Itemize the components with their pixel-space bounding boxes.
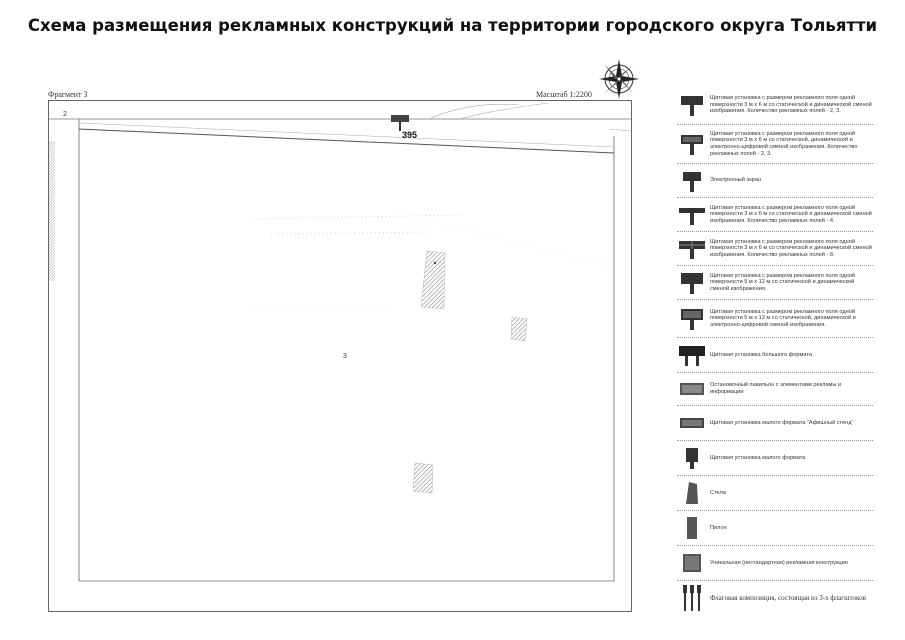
legend-text: Пилон [710,524,727,531]
stele-icon [685,481,699,505]
billboard-icon [680,94,704,116]
legend-text: Щитовая установка малого формата "Афишный стенд" [710,419,854,426]
legend-text: Уникальная (нестандартная) рекламная конструкция [710,559,848,566]
legend-item [677,338,873,373]
legend-item [677,125,873,164]
scale-label: Масштаб 1:2200 [536,90,592,99]
legend-item [677,476,873,511]
billboard-8-fields-icon [679,239,705,259]
fragment-label: Фрагмент 3 [48,90,88,99]
legend-text: Щитовая установка с размером рекламного поля одной поверхности 3 м х 6 м со статической и динамической сменой изображения. Количество рекламных полей - 8. [710,238,872,258]
unique-construction-icon [682,553,702,573]
pylon-icon [685,516,699,540]
page-title: Схема размещения рекламных конструкций на территории городского округа Тольятти [27,16,878,35]
legend-text: Щитовая установка малого формата [710,454,806,461]
billboard-number: 395 [402,130,418,140]
legend-item [677,406,873,441]
map-number: 2 [63,111,67,118]
pavilion-icon [679,381,705,397]
billboard-4-fields-icon [679,205,705,225]
map-fragment[interactable] [48,100,632,612]
legend [677,86,873,615]
billboard-5x12-icon [680,272,704,294]
billboard-5x12-digital-icon [680,308,704,330]
legend-text: Остановочный павильон с элементами рекламы и информации [710,382,842,395]
billboard-marker-icon[interactable] [391,115,409,131]
legend-item [677,164,873,198]
legend-text: Электронный экран [710,177,761,184]
electronic-screen-icon [680,170,704,192]
legend-item [677,232,873,266]
compass-rose-icon [598,58,640,100]
small-format-icon [685,447,699,469]
legend-text: Щитовая установка большого формата [710,351,812,358]
legend-text: Щитовая установка с размером рекламного поля одной поверхности 5 м х 12 м со статической и динамической сменой изображения. [710,272,855,292]
legend-item [677,266,873,300]
legend-item [677,86,873,125]
legend-text: Щитовая установка с размером рекламного поля одной поверхности 3 м х 6 м со статической и динамической сменой изображения. Количество рекламных полей - 4. [710,204,872,224]
large-format-icon [679,344,705,366]
map-canvas [49,101,631,611]
legend-text: Щитовая установка с размером рекламного поля одной поверхности 3 м х 6 м со статической, динамической и электронно-цифровой сменой изображения. Количество рекламных полей - 2, 3. [710,130,858,157]
legend-item [677,300,873,338]
legend-text: Щитовая установка с размером рекламного поля одной поверхности 3 м х 6 м со статической и динамической сменой изображения. Количество рекламных полей - 2, 3. [710,95,872,115]
legend-item [677,546,873,581]
city-format-icon [679,416,705,430]
legend-text: Стела [710,489,726,496]
legend-text: Флаговая композиция, состоящая из 3-х флагштоков [710,593,866,602]
legend-item [677,373,873,406]
legend-item [677,511,873,546]
legend-item [677,198,873,232]
legend-item [677,441,873,476]
billboard-digital-icon [680,133,704,155]
legend-item [677,581,873,615]
map-number: 3 [343,353,347,360]
flag-composition-icon [682,585,702,611]
legend-text: Щитовая установка с размером рекламного поля одной поверхности 5 м х 12 м со статической, динамической и электронно-цифровой сменой изображения. [710,308,856,328]
